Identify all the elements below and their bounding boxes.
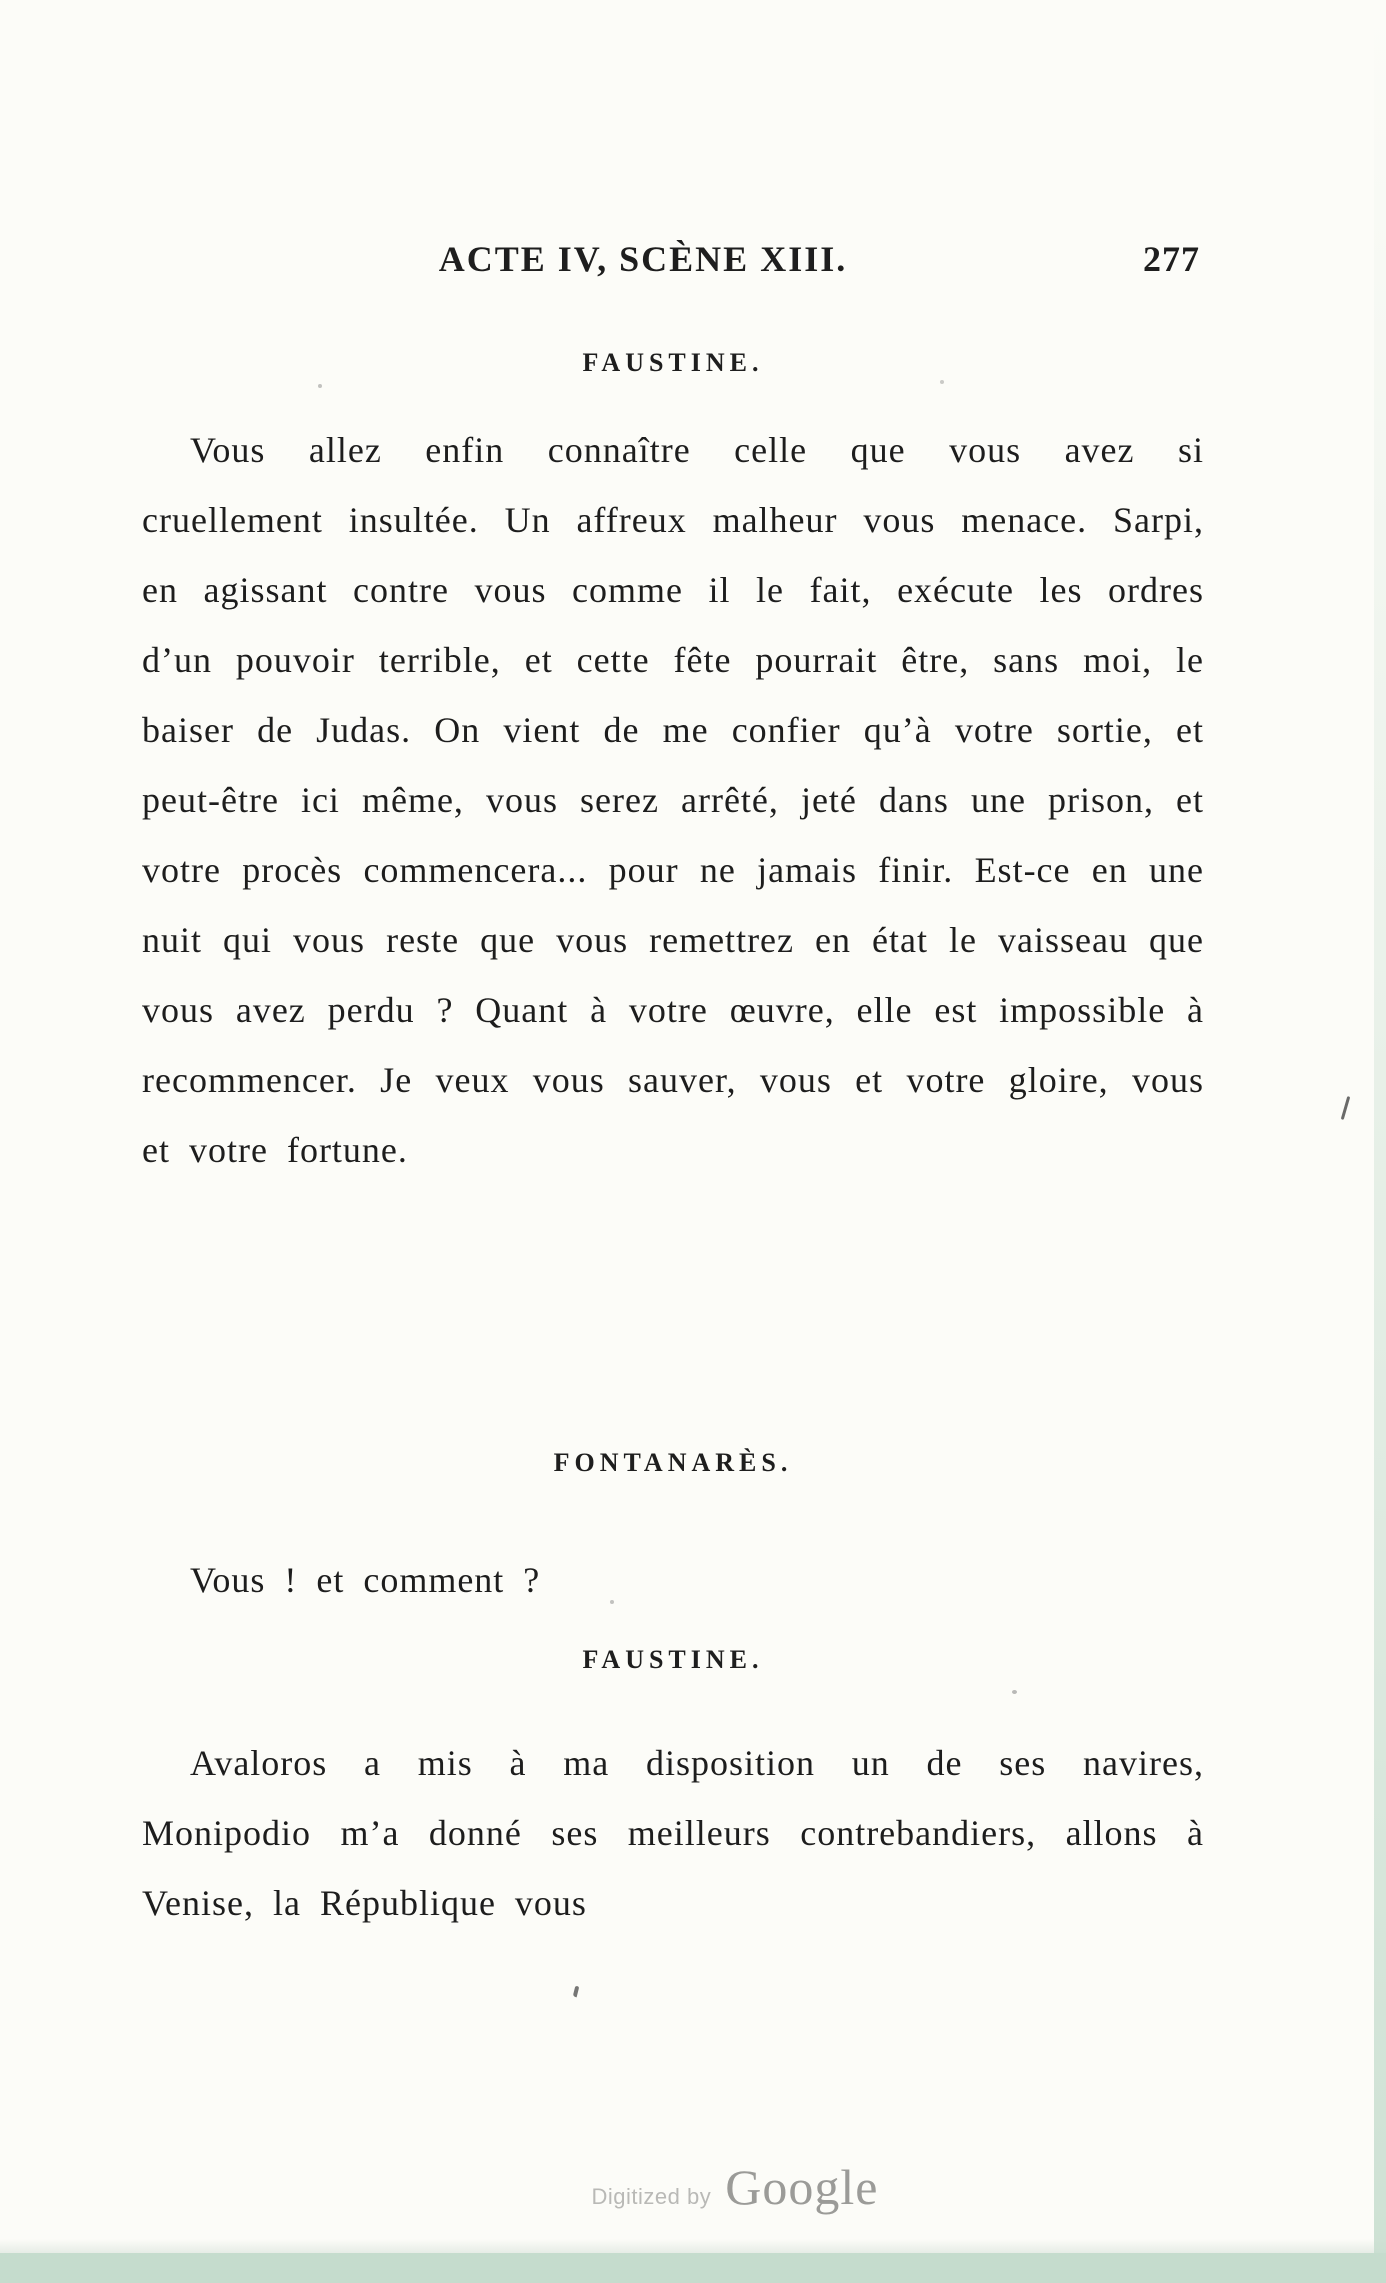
- digitization-watermark: [42, 2158, 1386, 2216]
- scan-edge-right: [1374, 0, 1386, 2283]
- dialogue-paragraph-faustine: Vous allez enfin connaître celle que vous avez si cruellement insultée. Un affreux malheur vous menace. Sarpi, en agissant contre vous comme il le fait, exécute les ordres d’un pouvoir terrible, et cette fête pourrait être, sans moi, le baiser de Judas. On vient de me confier qu’à votre sortie, et peut-être ici même, vous serez arrêté, jeté dans une prison, et votre procès commencera... pour ne jamais finir. Est-ce en une nuit qui vous reste que vous remettrez en état le vaisseau que vous avez perdu ? Quant à votre œuvre, elle est impossible à recommencer. Je veux vous sauver, vous et votre gloire, vous et votre fortune.: [142, 430, 1204, 1170]
- scan-mark: [1341, 1096, 1350, 1120]
- scan-edge-bottom: [0, 2253, 1386, 2283]
- scan-speck: [318, 384, 322, 388]
- page-title: ACTE IV, SCÈNE XIII.: [438, 239, 848, 279]
- speaker-heading-faustine: FAUSTINE.: [582, 348, 764, 377]
- scan-mark: [573, 1986, 580, 1998]
- dialogue-paragraph-faustine-2: Avaloros a mis à ma disposition un de ses navires, Monipodio m’a donné ses meilleurs contrebandiers, allons à Venise, la République vous: [142, 1743, 1204, 1923]
- digitized-by-label: Digitized by: [591, 2184, 712, 2209]
- scan-speck: [610, 1600, 614, 1604]
- running-header: [142, 238, 1204, 286]
- speaker-heading-faustine-2: FAUSTINE.: [582, 1645, 764, 1674]
- google-logo: Google: [725, 2159, 879, 2215]
- scan-speck: [940, 380, 944, 384]
- scan-speck: [1012, 1690, 1017, 1694]
- page-number: 277: [1143, 239, 1200, 279]
- speaker-heading-fontanares: FONTANARÈS.: [553, 1448, 793, 1477]
- dialogue-paragraph-fontanares: Vous ! et comment ?: [190, 1560, 541, 1600]
